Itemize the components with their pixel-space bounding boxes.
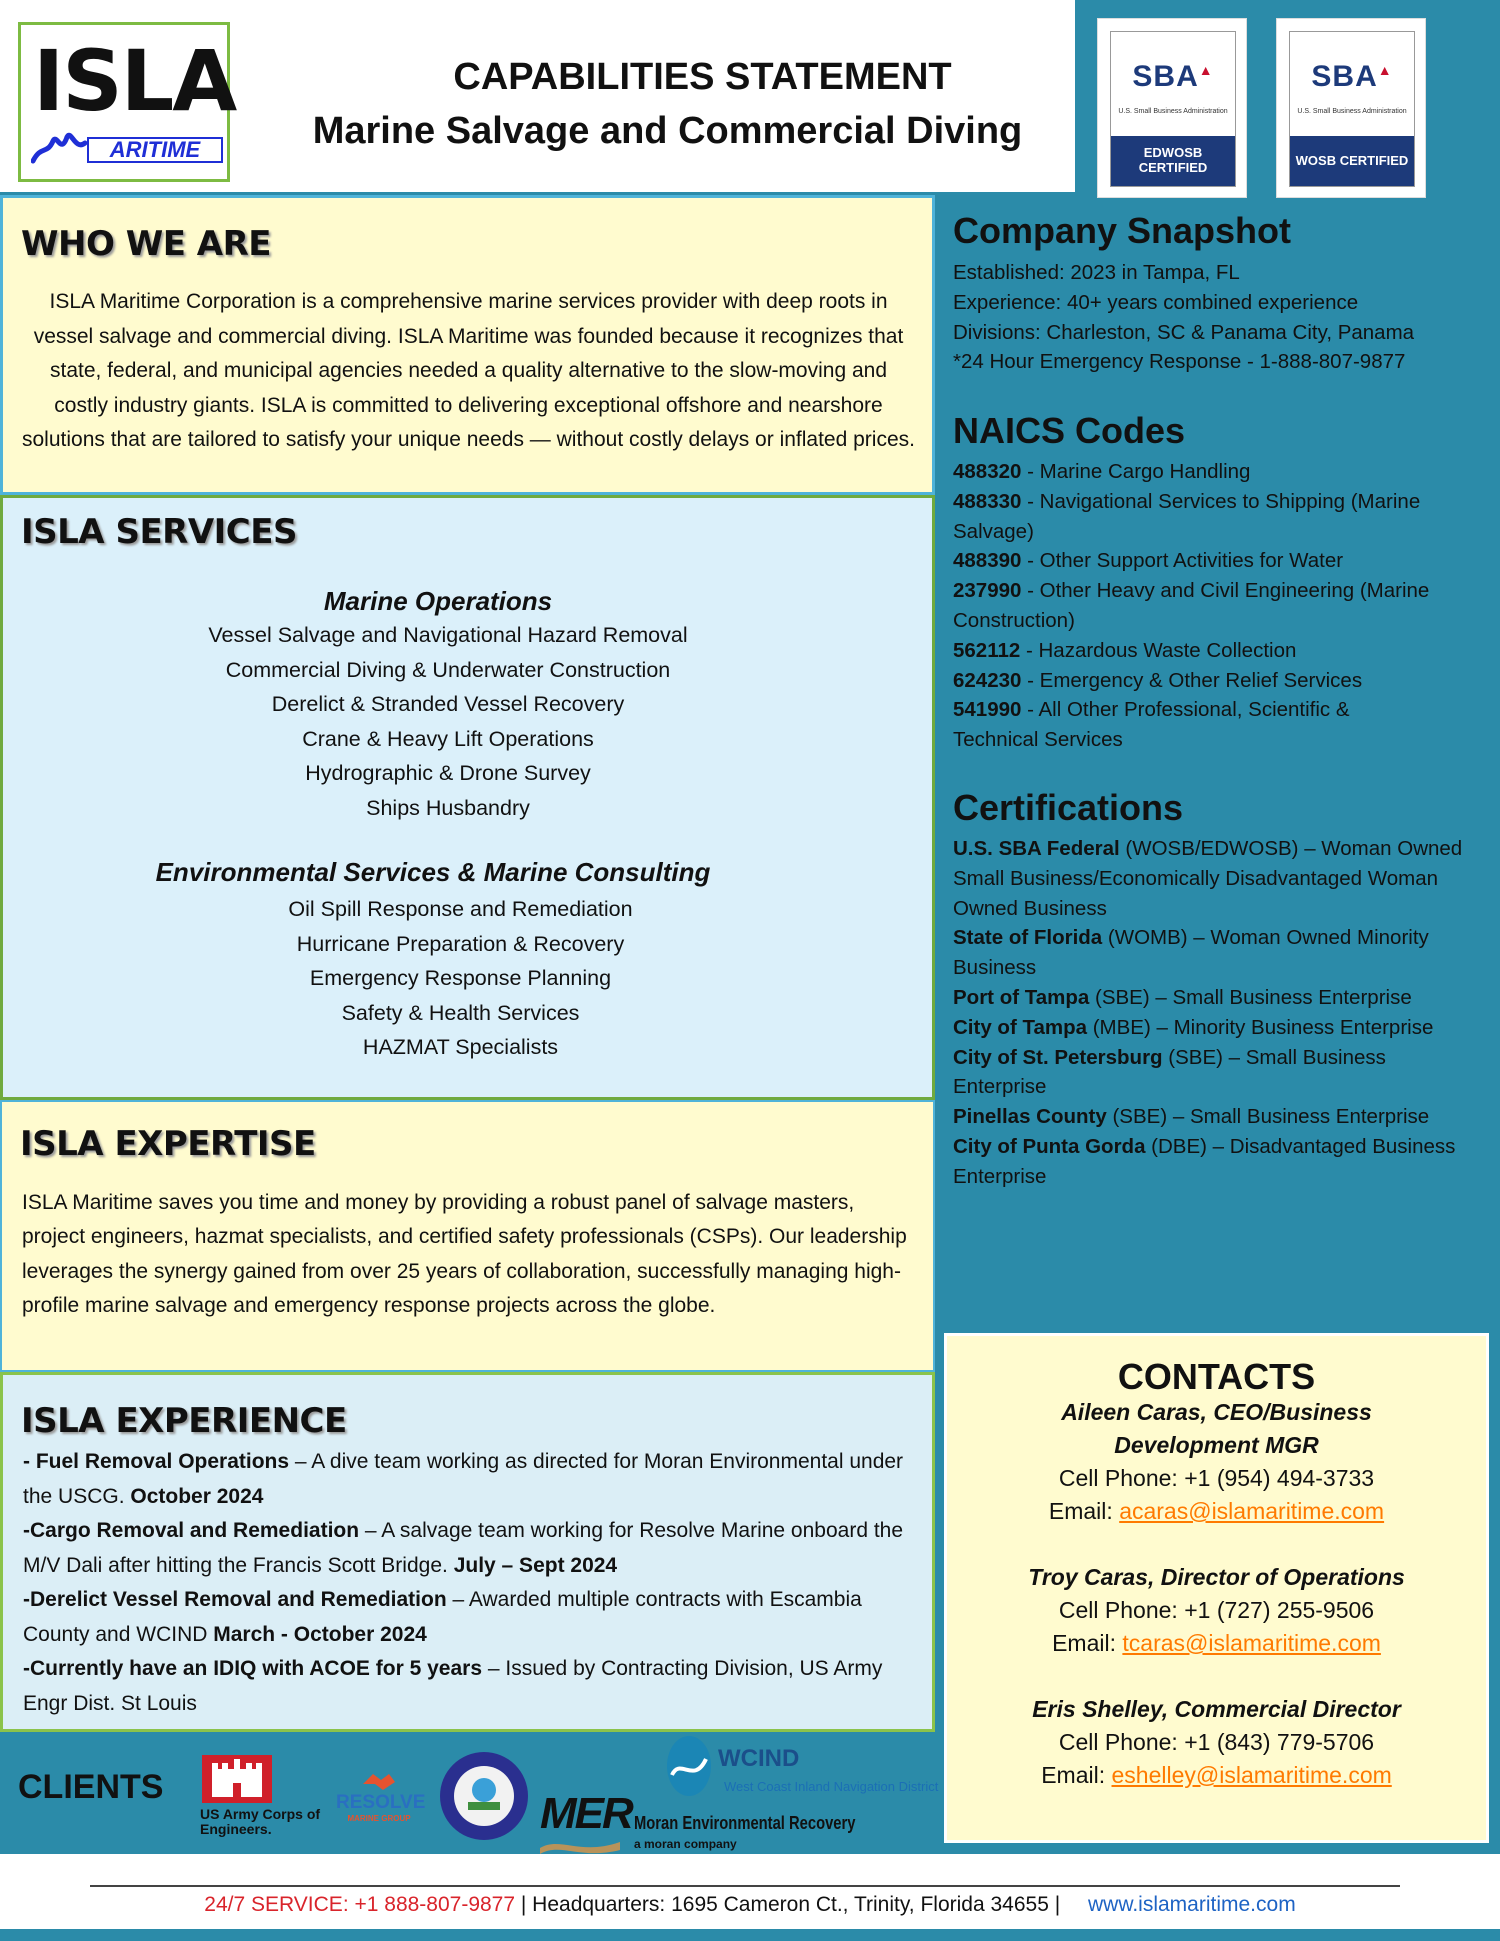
bottom-bar	[0, 1929, 1500, 1941]
list-item: Derelict & Stranded Vessel Recovery	[271, 692, 625, 716]
cert-org: City of Tampa	[953, 1015, 1088, 1039]
marine-operations-title: Marine Operations	[323, 586, 553, 616]
naics-item	[953, 695, 1433, 755]
contact-name: Aileen Caras, CEO/Business Development MGR	[1061, 1399, 1372, 1458]
cert-org: U.S. SBA Federal	[953, 837, 1120, 860]
wcind-name: WCIND	[718, 1745, 800, 1772]
mer-sub: a moran company	[634, 1837, 737, 1851]
contact-email-row	[1002, 1495, 1431, 1528]
environmental-services-title: Environmental Services & Marine Consulting	[155, 857, 711, 887]
contact-phone-row	[947, 1594, 1486, 1627]
naics-code: 562112	[953, 638, 1021, 662]
list-item: Oil Spill Response and Remediation	[288, 897, 633, 921]
resolve-name: RESOLVE	[336, 1792, 426, 1813]
website-link[interactable]: www.islamaritime.com	[1088, 1893, 1296, 1916]
phone-label: Cell Phone:	[1058, 1465, 1185, 1491]
certification-item	[953, 1132, 1478, 1192]
headquarters-address: | Headquarters: 1695 Cameron Ct., Trinity, Florida 34655 |	[515, 1893, 1066, 1916]
list-item: HAZMAT Specialists	[362, 1035, 559, 1059]
experience-title: -Derelict Vessel Removal and Remediation	[23, 1588, 447, 1611]
experience-item	[23, 1514, 928, 1583]
naics-item	[953, 636, 1433, 666]
naics-item	[953, 487, 1433, 547]
contacts-heading: CONTACTS	[1117, 1356, 1316, 1397]
list-item: Hurricane Preparation & Recovery	[296, 931, 625, 956]
header-band	[0, 0, 1075, 192]
experience-heading: ISLA EXPERIENCE	[21, 1401, 347, 1441]
contact-card	[947, 1561, 1486, 1660]
list-item: Safety & Health Services	[341, 1000, 580, 1025]
contact-phone[interactable]: +1 (954) 494-3733	[1184, 1465, 1375, 1491]
services-panel	[0, 495, 935, 1100]
experience-desc: – Issued by Contracting Division, US Army Engr Dist. St Louis	[23, 1657, 883, 1715]
naics-item	[953, 576, 1433, 636]
naics-item	[953, 666, 1433, 696]
document-subtitle: Marine Salvage and Commercial Diving	[312, 110, 1023, 152]
contact-email-row	[947, 1627, 1486, 1660]
naics-item	[953, 457, 1433, 487]
naics-code: 488320	[953, 460, 1022, 483]
cert-org: Port of Tampa	[953, 985, 1090, 1009]
cert-org: Pinellas County	[953, 1105, 1107, 1129]
list-item: Ships Husbandry	[366, 795, 530, 820]
certifications-list	[953, 834, 1478, 1192]
cert-desc: (WOSB/EDWOSB) – Woman Owned Small Business/Economically Disadvantaged Woman Owned Business	[953, 837, 1463, 920]
usace-name: US Army Corps of Engineers.	[200, 1806, 321, 1837]
castle-icon	[202, 1755, 272, 1803]
certification-item	[953, 1102, 1478, 1132]
cert-desc: (SBE) – Small Business Enterprise	[1089, 985, 1412, 1009]
resolve-logo	[336, 1770, 426, 1830]
snapshot-line: Divisions: Charleston, SC & Panama City, Panama	[953, 320, 1415, 344]
experience-item	[23, 1652, 928, 1721]
contacts-panel	[944, 1333, 1489, 1843]
contact-email-row	[947, 1759, 1486, 1792]
mer-wave-icon	[540, 1836, 620, 1856]
naics-code: 237990	[953, 579, 1022, 603]
naics-desc: - Emergency & Other Relief Services	[1021, 668, 1363, 692]
list-item: Commercial Diving & Underwater Construction	[225, 657, 671, 682]
contact-name: Eris Shelley, Commercial Director	[1032, 1696, 1401, 1722]
naics-desc: - Other Heavy and Civil Engineering (Marine Construction)	[953, 579, 1430, 632]
email-label: Email:	[1041, 1762, 1112, 1788]
list-item: Crane & Heavy Lift Operations	[302, 726, 594, 751]
experience-list	[23, 1445, 928, 1721]
experience-panel	[0, 1372, 935, 1732]
contact-card	[947, 1693, 1486, 1792]
resolve-sub: MARINE GROUP	[347, 1814, 411, 1823]
sba-edwosb-badge	[1097, 18, 1247, 198]
snapshot-line: Experience: 40+ years combined experience	[953, 290, 1359, 314]
naics-desc: - Navigational Services to Shipping (Marine Salvage)	[953, 489, 1421, 543]
contact-phone[interactable]: +1 (843) 779-5706	[1184, 1729, 1375, 1755]
marine-operations-list	[3, 618, 893, 825]
cert-desc: (MBE) – Minority Business Enterprise	[1087, 1015, 1434, 1039]
wcind-wave-icon	[666, 1735, 712, 1797]
expertise-panel	[0, 1100, 935, 1372]
cert-org: City of Punta Gorda	[953, 1134, 1146, 1158]
experience-desc: – Awarded multiple contracts with Escambia County and WCIND	[23, 1588, 862, 1646]
certifications-heading: Certifications	[953, 787, 1184, 828]
naics-code: 541990	[953, 698, 1022, 722]
expertise-heading: ISLA EXPERTISE	[20, 1124, 316, 1164]
naics-desc: - Marine Cargo Handling	[1021, 460, 1251, 483]
document-title: CAPABILITIES STATEMENT	[453, 56, 952, 98]
experience-item	[23, 1583, 928, 1652]
badge-agency: U.S. Small Business Administration	[1297, 108, 1407, 115]
sba-wosb-badge	[1276, 18, 1426, 198]
naics-desc: - Other Support Activities for Water	[1021, 549, 1344, 573]
contact-name: Troy Caras, Director of Operations	[1028, 1564, 1405, 1590]
contact-card	[947, 1396, 1486, 1528]
email-label: Email:	[1048, 1498, 1120, 1524]
contact-email-link[interactable]: acaras@islamaritime.com	[1119, 1498, 1385, 1524]
experience-desc: – A dive team working as directed for Moran Environmental under the USCG.	[23, 1450, 904, 1508]
mer-name: Moran Environmental Recovery	[634, 1813, 856, 1833]
experience-date: October 2024	[130, 1484, 264, 1508]
naics-list	[953, 457, 1433, 755]
naics-code: 488330	[953, 489, 1022, 513]
contact-email-link[interactable]: tcaras@islamaritime.com	[1122, 1630, 1381, 1656]
cert-org: City of St. Petersburg	[953, 1045, 1163, 1069]
cert-desc: (DBE) – Disadvantaged Business Enterprise	[953, 1134, 1456, 1188]
experience-desc: – A salvage team working for Resolve Marine onboard the M/V Dali after hitting the Francis Scott Bridge.	[23, 1519, 904, 1577]
experience-title: - Fuel Removal Operations	[23, 1450, 290, 1473]
who-we-are-panel	[0, 195, 935, 495]
logo-word: ISLA	[33, 32, 236, 130]
experience-title: -Cargo Removal and Remediation	[23, 1519, 360, 1542]
badge-label: WOSB CERTIFIED	[1290, 136, 1414, 186]
wcind-sub: West Coast Inland Navigation District	[724, 1779, 939, 1794]
handshake-icon	[361, 1770, 397, 1792]
wcind-mer-logos	[634, 1735, 939, 1860]
mer-letters: MER	[540, 1789, 632, 1838]
phone-label: Cell Phone:	[1058, 1729, 1185, 1755]
who-we-are-text: ISLA Maritime Corporation is a comprehensive marine services provider with deep roots in vessel salvage and commercial diving. ISLA Maritime was founded because it recognizes that state, federal, and municipal agencies needed a quality alternative to the slow-moving and costly industry giants. ISLA is committed to delivering exceptional offshore and nearshore solutions that are tailored to satisfy your unique needs — without costly delays or inflated prices.	[22, 290, 915, 451]
clients-label: CLIENTS	[18, 1768, 164, 1806]
list-item: Vessel Salvage and Navigational Hazard Removal	[208, 623, 688, 647]
badge-label: EDWOSB CERTIFIED	[1111, 136, 1235, 186]
snapshot-line: Established: 2023 in Tampa, FL	[953, 261, 1240, 284]
sba-logo-icon: SBA▲	[1311, 60, 1393, 93]
email-label: Email:	[1052, 1630, 1123, 1656]
expertise-text: ISLA Maritime saves you time and money by providing a robust panel of salvage masters, project engineers, hazmat specialists, and certified safety professionals (CSPs). Our leadership leverages the synergy gained from over 25 years of collaboration, successfully managing high-profile marine salvage and emergency response projects across the globe.	[22, 1191, 907, 1317]
services-heading: ISLA SERVICES	[21, 512, 297, 552]
wave-icon	[31, 125, 91, 169]
badge-agency: U.S. Small Business Administration	[1118, 108, 1228, 115]
county-seal-icon	[438, 1750, 530, 1842]
contact-phone-row	[1002, 1462, 1431, 1495]
mer-mark	[540, 1789, 632, 1860]
cert-desc: (SBE) – Small Business Enterprise	[953, 1045, 1386, 1099]
certification-item	[953, 1013, 1478, 1043]
environmental-services-list	[3, 892, 918, 1065]
phone-label: Cell Phone:	[1058, 1597, 1185, 1623]
contact-phone[interactable]: +1 (727) 255-9506	[1184, 1597, 1375, 1623]
footer-divider	[90, 1885, 1400, 1887]
cert-desc: (SBE) – Small Business Enterprise	[1106, 1105, 1430, 1129]
isla-maritime-logo	[18, 22, 236, 182]
escambia-name	[438, 1834, 439, 1835]
experience-item	[23, 1445, 928, 1514]
cert-org: State of Florida	[953, 926, 1103, 950]
contact-phone-row	[947, 1726, 1486, 1759]
logo-tagline: ARITIME	[87, 137, 223, 163]
cert-desc: (WOMB) – Woman Owned Minority Business	[953, 926, 1429, 980]
certification-item	[953, 983, 1478, 1013]
experience-date: March - October 2024	[213, 1622, 427, 1646]
naics-heading: NAICS Codes	[953, 410, 1186, 451]
experience-title: -Currently have an IDIQ with ACOE for 5 years	[23, 1657, 483, 1680]
footer	[0, 1890, 1500, 1920]
contact-email-link[interactable]: eshelley@islamaritime.com	[1111, 1762, 1392, 1788]
company-snapshot-heading: Company Snapshot	[953, 210, 1292, 251]
naics-code: 488390	[953, 549, 1022, 573]
naics-desc: - All Other Professional, Scientific & Technical Services	[953, 698, 1350, 752]
certification-item	[953, 1043, 1478, 1103]
company-snapshot-list	[953, 258, 1493, 377]
escambia-county-seal	[438, 1750, 530, 1842]
certification-item	[953, 834, 1478, 923]
who-we-are-heading: WHO WE ARE	[21, 224, 271, 264]
naics-desc: - Hazardous Waste Collection	[1020, 638, 1297, 662]
usace-logo	[200, 1755, 335, 1840]
naics-item	[953, 546, 1433, 576]
certification-item	[953, 923, 1478, 983]
sba-logo-icon: SBA▲	[1132, 60, 1214, 93]
snapshot-line: *24 Hour Emergency Response - 1-888-807-9877	[953, 350, 1406, 374]
list-item: Hydrographic & Drone Survey	[305, 761, 591, 785]
list-item: Emergency Response Planning	[309, 966, 612, 990]
service-phone[interactable]: 24/7 SERVICE: +1 888-807-9877	[204, 1893, 516, 1916]
experience-date: July – Sept 2024	[453, 1553, 618, 1577]
naics-code: 624230	[953, 668, 1022, 692]
